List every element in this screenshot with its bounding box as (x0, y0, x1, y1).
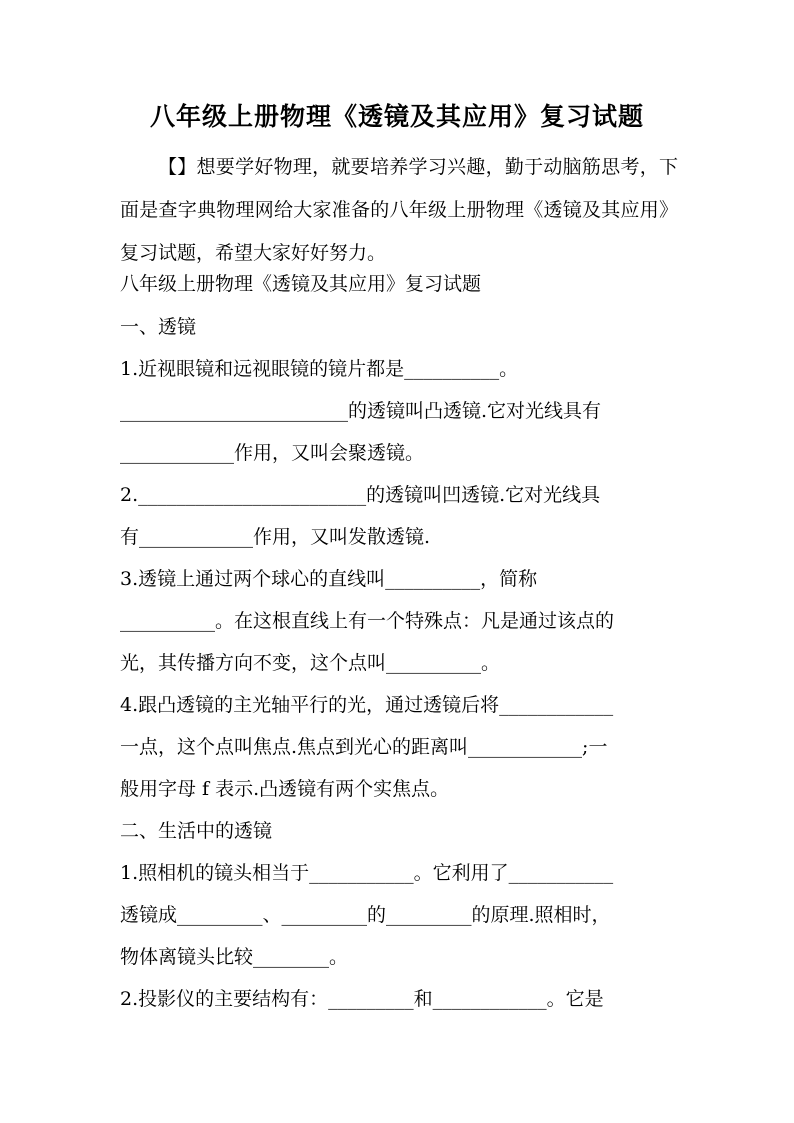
subtitle: 八年级上册物理《透镜及其应用》复习试题 (120, 273, 482, 295)
question-line: 一点，这个点叫焦点.焦点到光心的距离叫____________;一 (120, 736, 608, 758)
question-line: ________________________的透镜叫凸透镜.它对光线具有 (120, 400, 602, 422)
question-line: 3.透镜上通过两个球心的直线叫__________，简称 (120, 568, 538, 590)
question-line: 光，其传播方向不变，这个点叫__________。 (120, 652, 501, 674)
question-line: 2.________________________的透镜叫凹透镜.它对光线具 (120, 484, 601, 506)
question-line: 2.投影仪的主要结构有：_________和____________。它是 (120, 988, 604, 1010)
question-line: ____________作用，又叫会聚透镜。 (120, 442, 425, 464)
question-line: 透镜成_________、_________的_________的原理.照相时， (120, 904, 611, 926)
section-heading-life-lens: 二、生活中的透镜 (120, 820, 273, 842)
document-title: 八年级上册物理《透镜及其应用》复习试题 (149, 102, 644, 131)
question-line: 般用字母 f 表示.凸透镜有两个实焦点。 (120, 778, 450, 800)
intro-paragraph: 【】想要学好物理，就要培养学习兴趣，勤于动脑筋思考，下面是查字典物理网给大家准备的八年级上册物理《透镜及其应用》复习试题，希望大家好好努力。 (120, 156, 678, 264)
question-line: 1.近视眼镜和远视眼镜的镜片都是__________。 (120, 358, 519, 380)
question-line: 4.跟凸透镜的主光轴平行的光，通过透镜后将____________ (120, 694, 614, 716)
question-line: 有____________作用，又叫发散透镜. (120, 526, 431, 548)
question-line: __________。在这根直线上有一个特殊点：凡是通过该点的 (120, 610, 615, 632)
question-line: 1.照相机的镜头相当于___________。它利用了___________ (120, 862, 614, 884)
question-line: 物体离镜头比较________。 (120, 946, 349, 968)
section-heading-lens: 一、透镜 (120, 316, 197, 338)
